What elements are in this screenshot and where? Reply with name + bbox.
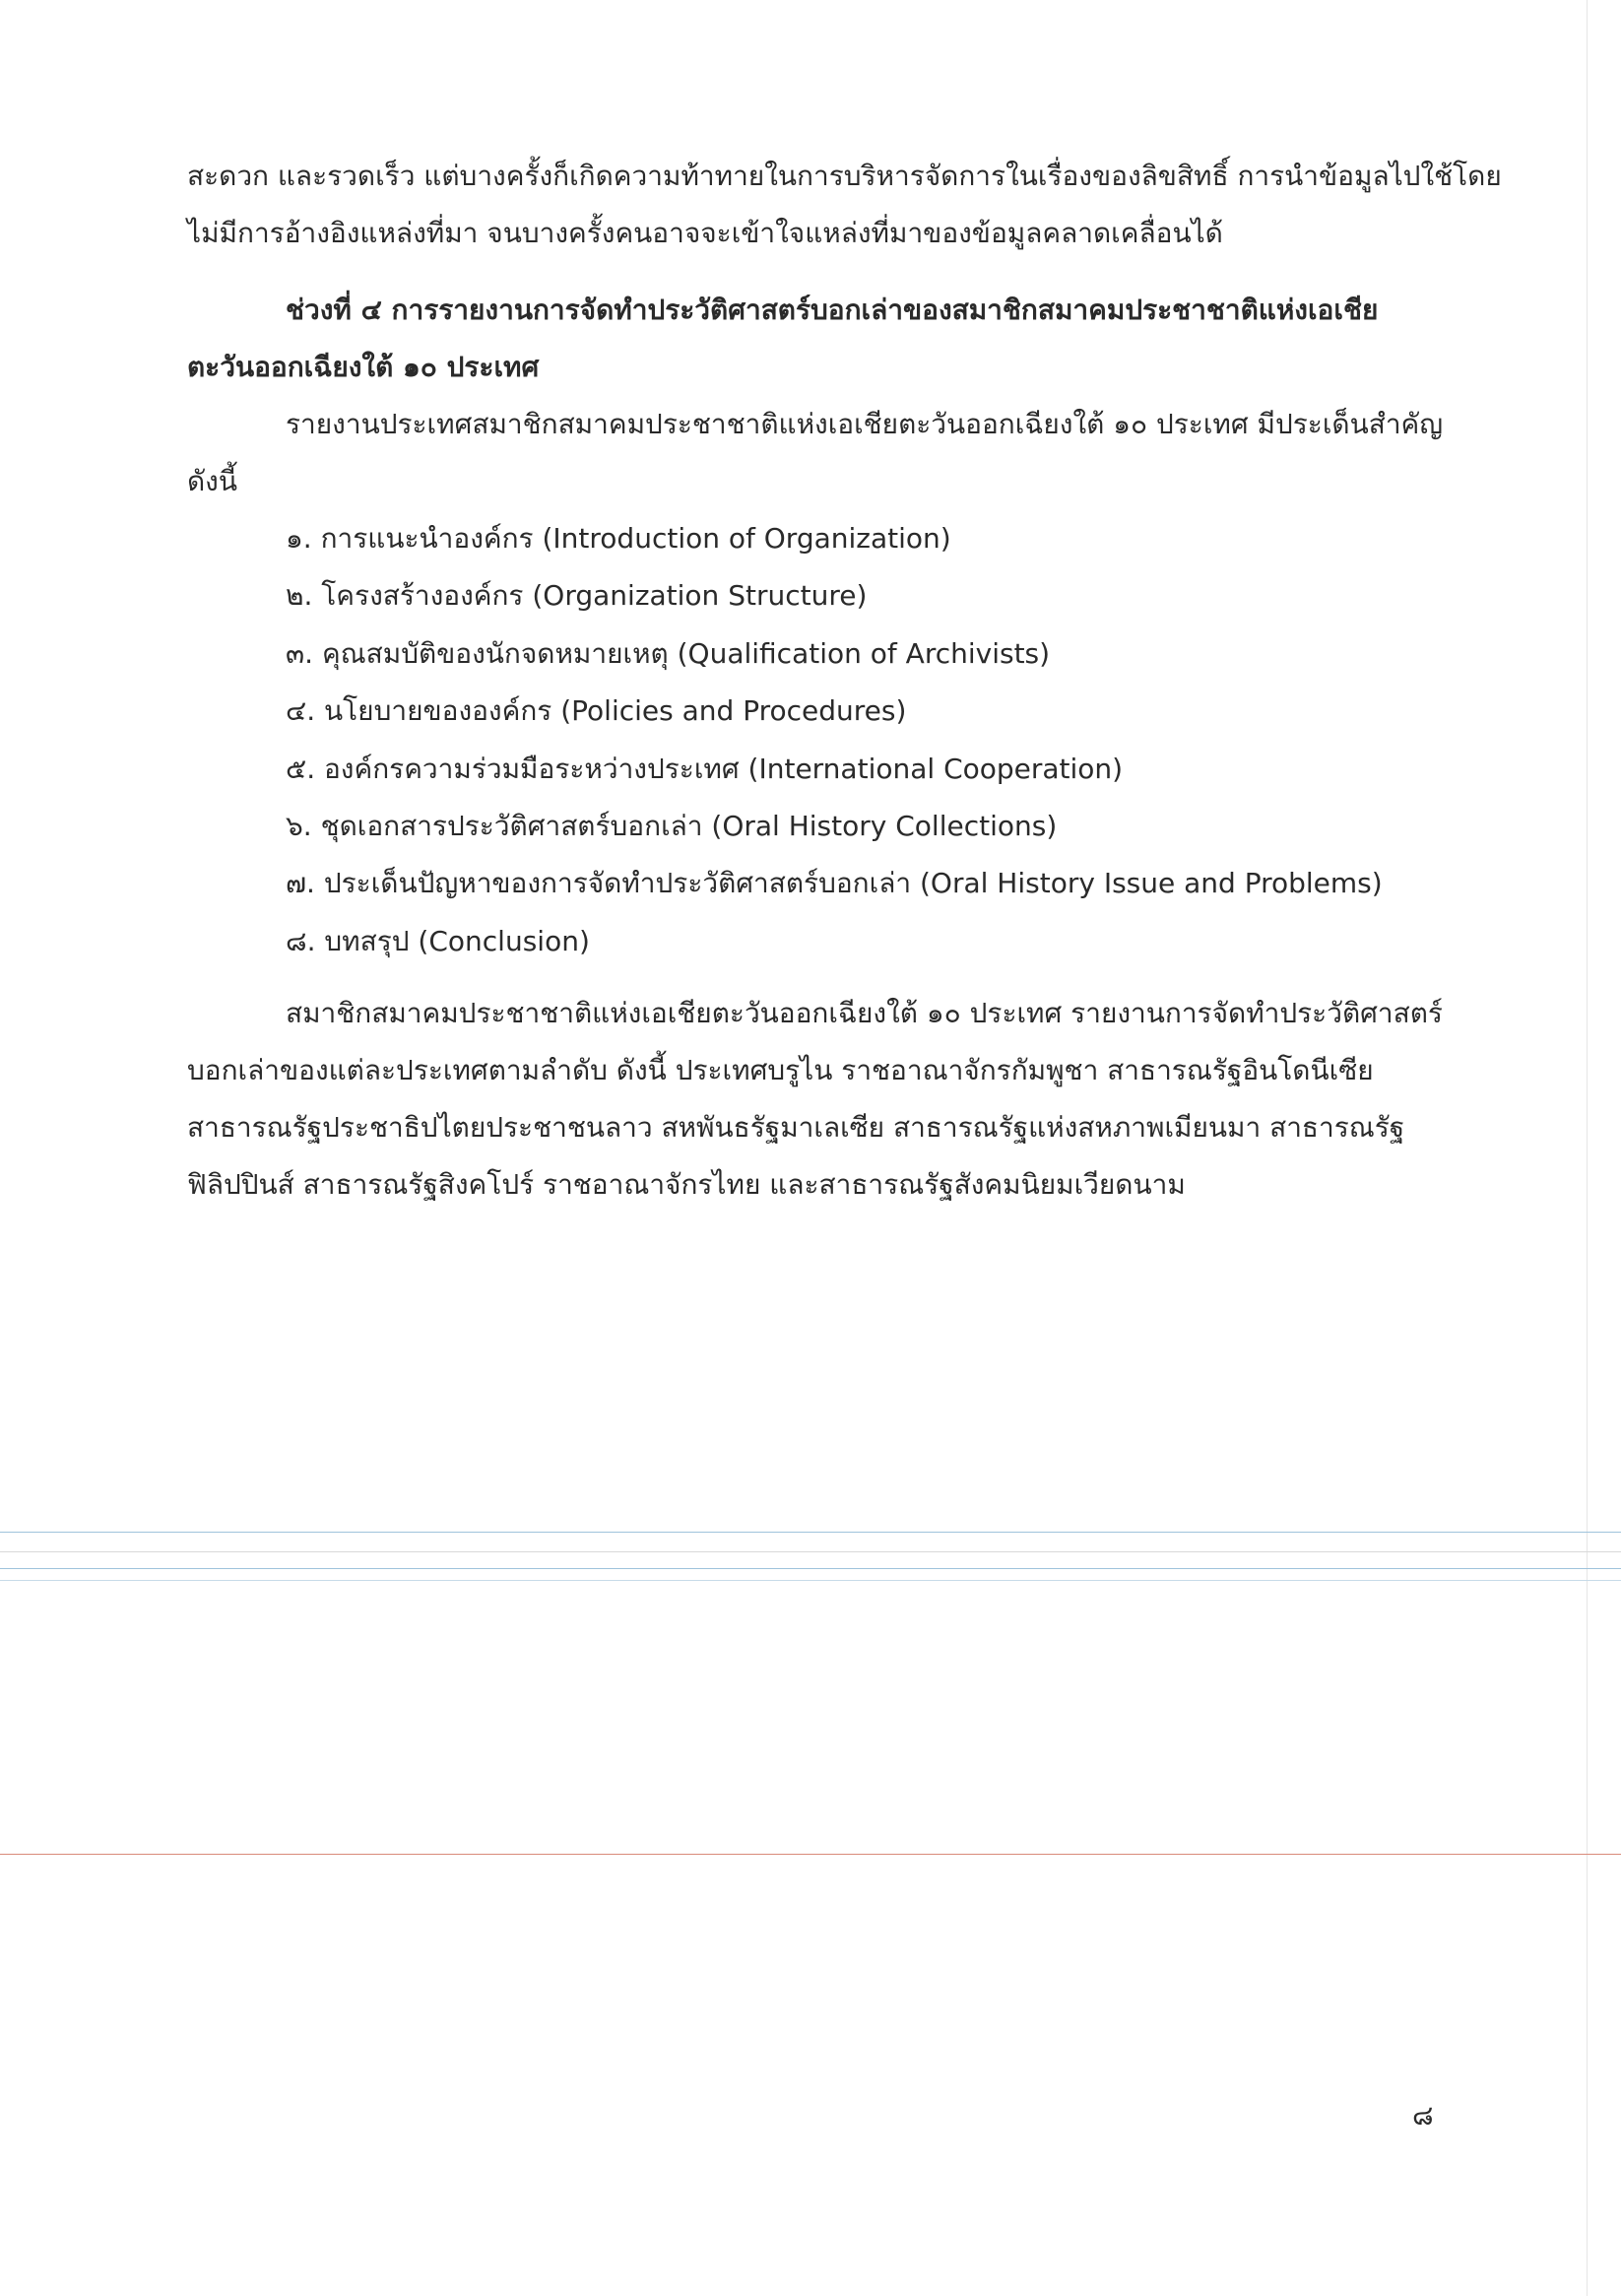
paragraph-line: สาธารณรัฐประชาธิปไตยประชาชนลาว สหพันธรัฐมาเลเซีย สาธารณรัฐแห่งสหภาพเมียนมา สาธารณรัฐ [187, 1111, 1405, 1144]
list-item: ๓. คุณสมบัติของนักจดหมายเหตุ (Qualification of Archivists) [286, 636, 1051, 670]
scan-artifact-line [0, 1532, 1621, 1533]
continuation-paragraph [187, 148, 1502, 262]
paragraph-line: บอกเล่าของแต่ละประเทศตามลำดับ ดังนี้ ประเทศบรูไน ราชอาณาจักรกัมพูชา สาธารณรัฐอินโดนีเซีย [187, 1054, 1374, 1086]
list-item: ๗. ประเด็นปัญหาของการจัดทำประวัติศาสตร์บอกเล่า (Oral History Issue and Problems) [286, 867, 1383, 900]
topics-list [286, 510, 1383, 970]
list-item: ๘. บทสรุป (Conclusion) [286, 924, 590, 957]
paragraph-line: รายงานประเทศสมาชิกสมาคมประชาชาติแห่งเอเชียตะวันออกเฉียงใต้ ๑๐ ประเทศ มีประเด็นสำคัญ [286, 408, 1444, 440]
heading-line: ช่วงที่ ๔ การรายงานการจัดทำประวัติศาสตร์บอกเล่าของสมาชิกสมาคมประชาชาติแห่งเอเชีย [286, 294, 1379, 326]
closing-paragraph [187, 985, 1448, 1214]
paragraph-line: สมาชิกสมาคมประชาชาติแห่งเอเชียตะวันออกเฉียงใต้ ๑๐ ประเทศ รายงานการจัดทำประวัติศาสตร์ [286, 997, 1443, 1029]
section-heading [187, 282, 1448, 396]
scan-artifact-line [0, 1551, 1621, 1552]
intro-paragraph [187, 396, 1448, 510]
scan-artifact-line [0, 1854, 1621, 1855]
list-item: ๒. โครงสร้างองค์กร (Organization Structure) [286, 579, 868, 613]
paragraph-line: สะดวก และรวดเร็ว แต่บางครั้งก็เกิดความท้าทายในการบริหารจัดการในเรื่องของลิขสิทธิ์ การนำข้อมูลไปใช้โดย [187, 160, 1502, 192]
list-item: ๖. ชุดเอกสารประวัติศาสตร์บอกเล่า (Oral History Collections) [286, 810, 1058, 843]
scan-artifact-line [0, 1580, 1621, 1581]
list-item: ๕. องค์กรความร่วมมือระหว่างประเทศ (International Cooperation) [286, 752, 1124, 785]
page-number: ๘ [1412, 2099, 1434, 2132]
heading-line: ตะวันออกเฉียงใต้ ๑๐ ประเทศ [187, 351, 540, 383]
list-item: ๔. นโยบายขององค์กร (Policies and Procedures) [286, 694, 907, 728]
page-edge-shadow [1587, 0, 1588, 2296]
paragraph-line: ดังนี้ [187, 465, 237, 497]
paragraph-line: ฟิลิปปินส์ สาธารณรัฐสิงคโปร์ ราชอาณาจักรไทย และสาธารณรัฐสังคมนิยมเวียดนาม [187, 1168, 1186, 1201]
paragraph-line: ไม่มีการอ้างอิงแหล่งที่มา จนบางครั้งคนอาจจะเข้าใจแหล่งที่มาของข้อมูลคลาดเคลื่อนได้ [187, 217, 1223, 249]
scan-artifact-line [0, 1568, 1621, 1569]
list-item: ๑. การแนะนำองค์กร (Introduction of Organization) [286, 522, 951, 555]
